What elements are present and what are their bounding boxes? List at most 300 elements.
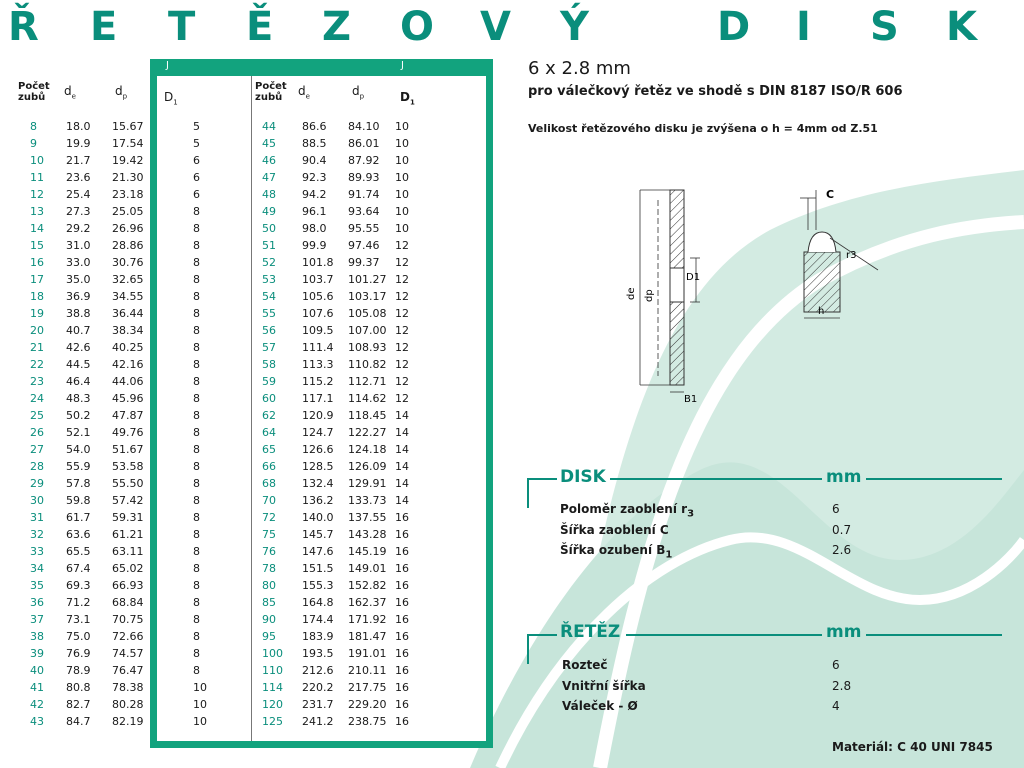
d1-value: 12 — [395, 324, 409, 337]
disk-section-tick — [527, 478, 529, 508]
dp-value: 28.86 — [112, 239, 144, 252]
d1-value: 10 — [193, 698, 207, 711]
chain-prop-pitch: Rozteč — [562, 658, 608, 672]
de-value: 90.4 — [302, 154, 327, 167]
teeth-count: 51 — [262, 239, 276, 252]
label-dp: dp — [644, 289, 655, 302]
dp-value: 95.55 — [348, 222, 380, 235]
disk-prop-tooth-width: Šířka ozubení $B_1$ — [560, 543, 673, 561]
title-letter: E — [90, 4, 118, 50]
d1-value: 10 — [395, 171, 409, 184]
disk-prop-radius: Poloměr zaoblení $r_3$ — [560, 502, 695, 520]
de-value: 220.2 — [302, 681, 334, 694]
d1-value: 16 — [395, 630, 409, 643]
teeth-count: 50 — [262, 222, 276, 235]
d1-value: 8 — [193, 392, 200, 405]
chain-line-a — [527, 634, 557, 636]
teeth-count: 23 — [30, 375, 44, 388]
teeth-count: 36 — [30, 596, 44, 609]
d1-value: 8 — [193, 375, 200, 388]
dp-value: 76.47 — [112, 664, 144, 677]
chain-value-pitch: 6 — [832, 658, 840, 672]
de-value: 140.0 — [302, 511, 334, 524]
dp-value: 78.38 — [112, 681, 144, 694]
de-value: 44.5 — [66, 358, 91, 371]
teeth-count: 29 — [30, 477, 44, 490]
title-letter: S — [870, 4, 899, 50]
teeth-count: 25 — [30, 409, 44, 422]
dp-value: 25.05 — [112, 205, 144, 218]
dp-value: 38.34 — [112, 324, 144, 337]
teeth-count: 32 — [30, 528, 44, 541]
label-h: h — [818, 306, 825, 317]
teeth-count: 65 — [262, 443, 276, 456]
de-value: 82.7 — [66, 698, 91, 711]
de-value: 57.8 — [66, 477, 91, 490]
teeth-count: 22 — [30, 358, 44, 371]
teeth-count: 39 — [30, 647, 44, 660]
dp-value: 97.46 — [348, 239, 380, 252]
title-letter: K — [946, 4, 977, 50]
dp-value: 114.62 — [348, 392, 387, 405]
d1-value: 6 — [193, 188, 200, 201]
chain-prop-inner-width: Vnitřní šířka — [562, 679, 646, 693]
de-value: 94.2 — [302, 188, 327, 201]
dp-value: 181.47 — [348, 630, 387, 643]
d1-value: 16 — [395, 664, 409, 677]
teeth-count: 48 — [262, 188, 276, 201]
de-value: 38.8 — [66, 307, 91, 320]
teeth-count: 11 — [30, 171, 44, 184]
teeth-count: 9 — [30, 137, 37, 150]
dp-value: 108.93 — [348, 341, 387, 354]
de-value: 54.0 — [66, 443, 91, 456]
d1-value: 16 — [395, 579, 409, 592]
d1-value: 10 — [395, 137, 409, 150]
header-de-right: $d_e$ — [298, 84, 310, 101]
label-c: C — [826, 188, 835, 201]
d1-value: 14 — [395, 460, 409, 473]
d1-value: 12 — [395, 341, 409, 354]
dp-value: 145.19 — [348, 545, 387, 558]
column-divider — [251, 76, 252, 741]
de-value: 92.3 — [302, 171, 327, 184]
teeth-count: 56 — [262, 324, 276, 337]
d1-value: 5 — [193, 120, 200, 133]
de-value: 151.5 — [302, 562, 334, 575]
d1-value: 8 — [193, 579, 200, 592]
de-value: 42.6 — [66, 341, 91, 354]
dp-value: 36.44 — [112, 307, 144, 320]
title-letter: V — [480, 4, 511, 50]
d1-value: 8 — [193, 562, 200, 575]
teeth-count: 43 — [30, 715, 44, 728]
disk-value-radius: 6 — [832, 502, 840, 516]
d1-value: 8 — [193, 511, 200, 524]
d1-value: 8 — [193, 494, 200, 507]
disk-line-b — [610, 478, 822, 480]
teeth-count: 21 — [30, 341, 44, 354]
teeth-count: 55 — [262, 307, 276, 320]
dp-value: 118.45 — [348, 409, 387, 422]
d1-value: 10 — [395, 205, 409, 218]
teeth-count: 62 — [262, 409, 276, 422]
de-value: 71.2 — [66, 596, 91, 609]
teeth-count: 33 — [30, 545, 44, 558]
teeth-count: 14 — [30, 222, 44, 235]
dp-value: 152.82 — [348, 579, 387, 592]
de-value: 21.7 — [66, 154, 91, 167]
dp-value: 122.27 — [348, 426, 387, 439]
dp-value: 162.37 — [348, 596, 387, 609]
de-value: 241.2 — [302, 715, 334, 728]
d1-value: 16 — [395, 613, 409, 626]
teeth-count: 64 — [262, 426, 276, 439]
label-b1: B1 — [684, 394, 698, 405]
d1-value: 12 — [395, 239, 409, 252]
teeth-count: 15 — [30, 239, 44, 252]
de-value: 65.5 — [66, 545, 91, 558]
de-value: 107.6 — [302, 307, 334, 320]
dp-value: 34.55 — [112, 290, 144, 303]
header-teeth-right: Počet zubů — [255, 81, 287, 103]
dp-value: 149.01 — [348, 562, 387, 575]
dp-value: 17.54 — [112, 137, 144, 150]
de-value: 193.5 — [302, 647, 334, 660]
teeth-count: 41 — [30, 681, 44, 694]
title-letter: I — [796, 4, 811, 50]
dp-value: 61.21 — [112, 528, 144, 541]
dp-value: 129.91 — [348, 477, 387, 490]
disk-value-tooth-width: 2.6 — [832, 543, 852, 557]
d1-value: 5 — [193, 137, 200, 150]
dp-value: 112.71 — [348, 375, 387, 388]
d1-value: 6 — [193, 154, 200, 167]
d1-value: 14 — [395, 477, 409, 490]
de-value: 73.1 — [66, 613, 91, 626]
de-value: 18.0 — [66, 120, 91, 133]
de-value: 212.6 — [302, 664, 334, 677]
de-value: 128.5 — [302, 460, 334, 473]
de-value: 69.3 — [66, 579, 91, 592]
dp-value: 68.84 — [112, 596, 144, 609]
d1-value: 8 — [193, 324, 200, 337]
d1-value: 14 — [395, 443, 409, 456]
disk-unit: mm — [826, 467, 862, 487]
dp-value: 105.08 — [348, 307, 387, 320]
disk-prop-rounding-width: Šířka zaoblení C — [560, 523, 669, 537]
d1-value: 8 — [193, 613, 200, 626]
teeth-count: 45 — [262, 137, 276, 150]
teeth-count: 12 — [30, 188, 44, 201]
teeth-count: 114 — [262, 681, 283, 694]
teeth-count: 58 — [262, 358, 276, 371]
de-value: 105.6 — [302, 290, 334, 303]
chain-value-roller: 4 — [832, 699, 840, 713]
dp-value: 217.75 — [348, 681, 387, 694]
teeth-count: 19 — [30, 307, 44, 320]
de-value: 147.6 — [302, 545, 334, 558]
teeth-count: 100 — [262, 647, 283, 660]
d1-value: 8 — [193, 290, 200, 303]
dp-value: 23.18 — [112, 188, 144, 201]
dp-value: 45.96 — [112, 392, 144, 405]
d1-value: 12 — [395, 375, 409, 388]
dp-value: 21.30 — [112, 171, 144, 184]
d1-value: 16 — [395, 647, 409, 660]
de-value: 76.9 — [66, 647, 91, 660]
teeth-count: 95 — [262, 630, 276, 643]
chain-heading: ŘETĚZ — [560, 622, 621, 642]
teeth-count: 17 — [30, 273, 44, 286]
de-value: 117.1 — [302, 392, 334, 405]
chain-value-inner-width: 2.8 — [832, 679, 852, 693]
teeth-count: 125 — [262, 715, 283, 728]
dp-value: 171.92 — [348, 613, 387, 626]
title-letter: Ý — [560, 4, 589, 50]
dp-value: 124.18 — [348, 443, 387, 456]
teeth-count: 38 — [30, 630, 44, 643]
title-letter: O — [400, 4, 435, 50]
dp-value: 65.02 — [112, 562, 144, 575]
dp-value: 137.55 — [348, 511, 387, 524]
teeth-count: 28 — [30, 460, 44, 473]
teeth-count: 66 — [262, 460, 276, 473]
d1-value: 10 — [395, 154, 409, 167]
dp-value: 59.31 — [112, 511, 144, 524]
d1-value: 8 — [193, 460, 200, 473]
d1-value: 16 — [395, 698, 409, 711]
dp-value: 210.11 — [348, 664, 387, 677]
dp-value: 82.19 — [112, 715, 144, 728]
title-letter: Z — [322, 4, 352, 50]
j-label-left: J — [166, 60, 169, 71]
teeth-count: 20 — [30, 324, 44, 337]
chain-section-tick — [527, 634, 529, 664]
teeth-count: 52 — [262, 256, 276, 269]
de-value: 29.2 — [66, 222, 91, 235]
teeth-count: 44 — [262, 120, 276, 133]
teeth-count: 59 — [262, 375, 276, 388]
d1-value: 8 — [193, 256, 200, 269]
teeth-count: 10 — [30, 154, 44, 167]
material-note: Materiál: C 40 UNI 7845 — [832, 740, 993, 754]
disk-line-c — [866, 478, 1002, 480]
header-teeth-left: Počet zubů — [18, 81, 50, 103]
d1-value: 16 — [395, 596, 409, 609]
dp-value: 26.96 — [112, 222, 144, 235]
d1-value: 16 — [395, 681, 409, 694]
chain-line-c — [866, 634, 1002, 636]
teeth-count: 40 — [30, 664, 44, 677]
j-label-right: J — [401, 60, 404, 71]
teeth-count: 42 — [30, 698, 44, 711]
title-letter: T — [168, 4, 196, 50]
dp-value: 87.92 — [348, 154, 380, 167]
chain-size: 6 x 2.8 mm — [528, 58, 631, 79]
dp-value: 103.17 — [348, 290, 387, 303]
teeth-count: 30 — [30, 494, 44, 507]
label-de: de — [626, 287, 637, 300]
d1-value: 12 — [395, 290, 409, 303]
sprocket-drawing — [600, 180, 900, 410]
dp-value: 49.76 — [112, 426, 144, 439]
d1-value: 8 — [193, 426, 200, 439]
dp-value: 99.37 — [348, 256, 380, 269]
d1-value: 8 — [193, 647, 200, 660]
de-value: 101.8 — [302, 256, 334, 269]
de-value: 33.0 — [66, 256, 91, 269]
teeth-count: 80 — [262, 579, 276, 592]
d1-value: 14 — [395, 409, 409, 422]
d1-value: 14 — [395, 426, 409, 439]
d1-value: 10 — [395, 222, 409, 235]
de-value: 96.1 — [302, 205, 327, 218]
d1-value: 6 — [193, 171, 200, 184]
de-value: 27.3 — [66, 205, 91, 218]
de-value: 40.7 — [66, 324, 91, 337]
teeth-count: 13 — [30, 205, 44, 218]
teeth-count: 49 — [262, 205, 276, 218]
teeth-count: 37 — [30, 613, 44, 626]
de-value: 75.0 — [66, 630, 91, 643]
size-note: Velikost řetězového disku je zvýšena o h = 4mm od Z.51 — [528, 122, 878, 135]
teeth-count: 120 — [262, 698, 283, 711]
disk-line-a — [527, 478, 557, 480]
d1-value: 10 — [193, 681, 207, 694]
d1-value: 10 — [395, 120, 409, 133]
de-value: 19.9 — [66, 137, 91, 150]
de-value: 136.2 — [302, 494, 334, 507]
dp-value: 86.01 — [348, 137, 380, 150]
dp-value: 229.20 — [348, 698, 387, 711]
de-value: 103.7 — [302, 273, 334, 286]
d1-value: 16 — [395, 715, 409, 728]
dp-value: 101.27 — [348, 273, 387, 286]
de-value: 99.9 — [302, 239, 327, 252]
d1-value: 10 — [193, 715, 207, 728]
de-value: 132.4 — [302, 477, 334, 490]
de-value: 84.7 — [66, 715, 91, 728]
d1-value: 8 — [193, 239, 200, 252]
de-value: 155.3 — [302, 579, 334, 592]
teeth-count: 34 — [30, 562, 44, 575]
de-value: 113.3 — [302, 358, 334, 371]
disk-value-rounding-width: 0.7 — [832, 523, 852, 537]
header-d1-left: $D_1$ — [164, 90, 178, 107]
de-value: 78.9 — [66, 664, 91, 677]
de-value: 48.3 — [66, 392, 91, 405]
disk-heading: DISK — [560, 467, 606, 487]
teeth-count: 72 — [262, 511, 276, 524]
teeth-count: 47 — [262, 171, 276, 184]
label-d1: D1 — [686, 272, 701, 283]
de-value: 174.4 — [302, 613, 334, 626]
d1-value: 8 — [193, 443, 200, 456]
de-value: 86.6 — [302, 120, 327, 133]
dp-value: 110.82 — [348, 358, 387, 371]
d1-value: 12 — [395, 392, 409, 405]
de-value: 63.6 — [66, 528, 91, 541]
d1-value: 16 — [395, 528, 409, 541]
de-value: 164.8 — [302, 596, 334, 609]
teeth-count: 27 — [30, 443, 44, 456]
d1-value: 8 — [193, 307, 200, 320]
teeth-count: 110 — [262, 664, 283, 677]
d1-value: 16 — [395, 545, 409, 558]
teeth-count: 18 — [30, 290, 44, 303]
teeth-count: 16 — [30, 256, 44, 269]
teeth-count: 75 — [262, 528, 276, 541]
dp-value: 74.57 — [112, 647, 144, 660]
dp-value: 63.11 — [112, 545, 144, 558]
de-value: 55.9 — [66, 460, 91, 473]
d1-value: 16 — [395, 511, 409, 524]
header-d1-right: $D_1$ — [400, 90, 415, 107]
de-value: 59.8 — [66, 494, 91, 507]
dp-value: 126.09 — [348, 460, 387, 473]
d1-value: 8 — [193, 477, 200, 490]
de-value: 25.4 — [66, 188, 91, 201]
de-value: 126.6 — [302, 443, 334, 456]
de-value: 35.0 — [66, 273, 91, 286]
de-value: 36.9 — [66, 290, 91, 303]
de-value: 120.9 — [302, 409, 334, 422]
de-value: 109.5 — [302, 324, 334, 337]
d1-value: 8 — [193, 545, 200, 558]
d1-value: 8 — [193, 222, 200, 235]
dp-value: 51.67 — [112, 443, 144, 456]
teeth-count: 60 — [262, 392, 276, 405]
de-value: 98.0 — [302, 222, 327, 235]
dp-value: 42.16 — [112, 358, 144, 371]
d1-value: 8 — [193, 358, 200, 371]
dp-value: 238.75 — [348, 715, 387, 728]
teeth-count: 90 — [262, 613, 276, 626]
dp-value: 70.75 — [112, 613, 144, 626]
de-value: 67.4 — [66, 562, 91, 575]
d1-value: 12 — [395, 307, 409, 320]
d1-value: 16 — [395, 562, 409, 575]
d1-value: 8 — [193, 273, 200, 286]
d1-value: 8 — [193, 630, 200, 643]
dp-value: 53.58 — [112, 460, 144, 473]
d1-value: 12 — [395, 256, 409, 269]
dp-value: 133.73 — [348, 494, 387, 507]
dp-value: 191.01 — [348, 647, 387, 660]
teeth-count: 54 — [262, 290, 276, 303]
de-value: 231.7 — [302, 698, 334, 711]
d1-value: 12 — [395, 273, 409, 286]
teeth-count: 53 — [262, 273, 276, 286]
teeth-count: 76 — [262, 545, 276, 558]
de-value: 124.7 — [302, 426, 334, 439]
header-dp-right: $d_p$ — [352, 84, 365, 101]
teeth-count: 85 — [262, 596, 276, 609]
dp-value: 72.66 — [112, 630, 144, 643]
teeth-count: 26 — [30, 426, 44, 439]
dp-value: 107.00 — [348, 324, 387, 337]
de-value: 80.8 — [66, 681, 91, 694]
de-value: 183.9 — [302, 630, 334, 643]
d1-value: 8 — [193, 664, 200, 677]
de-value: 23.6 — [66, 171, 91, 184]
de-value: 111.4 — [302, 341, 334, 354]
teeth-count: 70 — [262, 494, 276, 507]
chain-unit: mm — [826, 622, 862, 642]
teeth-count: 35 — [30, 579, 44, 592]
standard-subtitle: pro válečkový řetěz ve shodě s DIN 8187 ISO/R 606 — [528, 84, 903, 99]
